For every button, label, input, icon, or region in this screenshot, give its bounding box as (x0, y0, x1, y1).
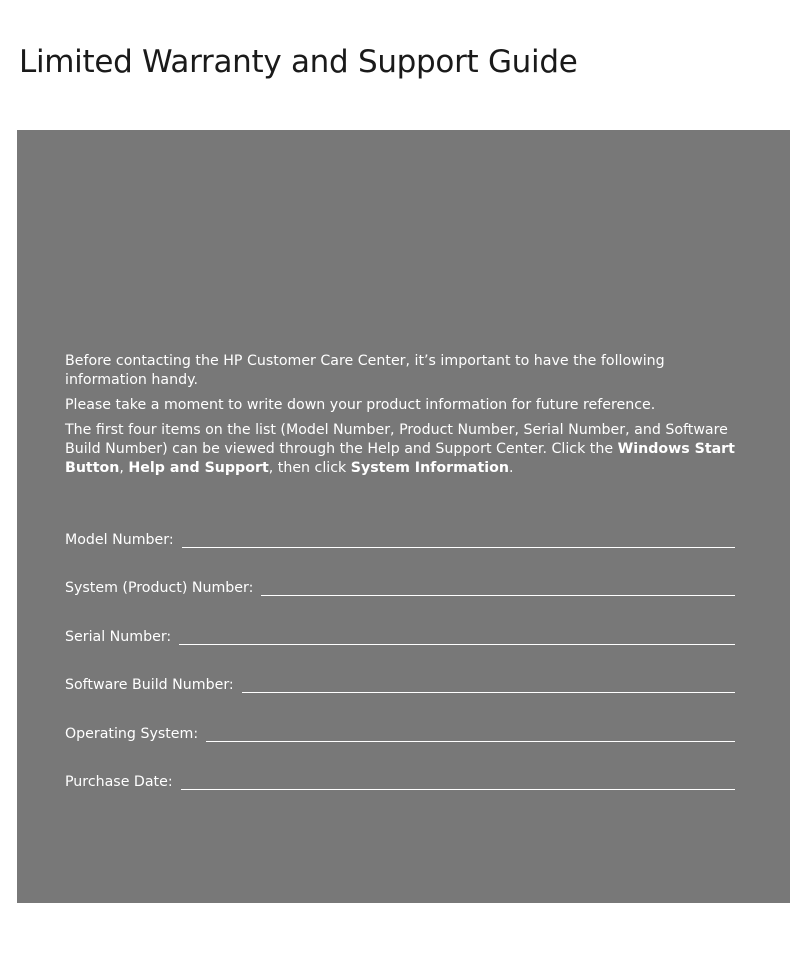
page-title: Limited Warranty and Support Guide (19, 44, 578, 80)
intro-paragraph-reference: Please take a moment to write down your product information for future reference. (65, 397, 656, 413)
info-panel (17, 130, 790, 903)
field-label: Purchase Date: (65, 773, 173, 790)
field-write-line (181, 776, 735, 790)
field-label: System (Product) Number: (65, 580, 254, 597)
field-write-line (206, 728, 735, 742)
field-write-line (242, 679, 735, 693)
help-and-support-label: Help and Support (128, 460, 269, 476)
windows-start-button-label: Windows Start Button (65, 441, 735, 476)
intro-text (65, 352, 745, 484)
field-operating-system (65, 722, 735, 744)
product-info-form (65, 528, 735, 818)
field-label: Serial Number: (65, 628, 172, 645)
field-label: Model Number: (65, 532, 174, 548)
field-serial-number (65, 625, 735, 647)
field-write-line (182, 534, 735, 548)
instructions-separator: , (119, 460, 129, 476)
instructions-text: The first four items on the list (Model Number, Product Number, Serial Number, and Software Build Number) can be viewed through the Help and Support Center. Click the (65, 422, 728, 457)
field-label: Operating System: (65, 725, 199, 742)
field-software-build-number (65, 673, 735, 695)
instructions-text-then: , then click (268, 460, 351, 476)
intro-paragraph-instructions (65, 421, 745, 478)
field-model-number (65, 528, 735, 550)
field-purchase-date (65, 770, 735, 792)
field-label: Software Build Number: (65, 677, 234, 694)
field-write-line (261, 582, 735, 596)
system-information-label: System Information (350, 460, 509, 476)
intro-paragraph-contact: Before contacting the HP Customer Care Center, it’s important to have the following information handy. (65, 353, 665, 388)
field-write-line (179, 631, 735, 645)
field-system-product-number (65, 576, 735, 598)
instructions-end: . (508, 460, 514, 476)
